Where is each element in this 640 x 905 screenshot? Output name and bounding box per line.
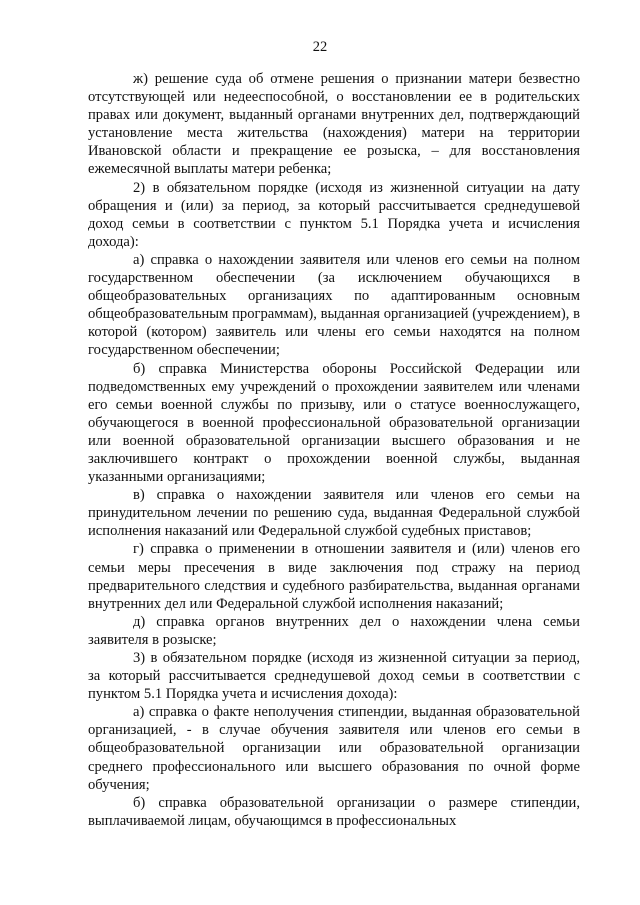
paragraph-zh: ж) решение суда об отмене решения о признании матери безвестно отсутствующей или недееспособной, о восстановлении ее в родительских правах или документ, выданный органами внутренних дел, подтверждающий установление места жительства (нахождения) матери на территории Ивановской области и прекращение ее розыска, – для восстановления ежемесячной выплаты матери ребенка; xyxy=(88,71,580,178)
page-number: 22 xyxy=(312,39,328,55)
paragraph-item-2a: а) справка о нахождении заявителя или членов его семьи на полном государственном обеспечении (за исключением обучающихся в общеобразовательных организациях по адаптированным основным общеобразовательным программам), выданная организацией (учреждением), в которой (котором) заявитель или члены его семьи находятся на полном государственном обеспечении; xyxy=(88,251,580,359)
paragraph-item-2v: в) справка о нахождении заявителя или членов его семьи на принудительном лечении по решению суда, выданная Федеральной службой исполнения наказаний или Федеральной службой судебных приставов; xyxy=(88,487,580,540)
paragraph-item-2: 2) в обязательном порядке (исходя из жизненной ситуации на дату обращения и (или) за период, за который рассчитывается среднедушевой доход семьи в соответствии с пунктом 5.1 Порядка учета и исчисления дохода): xyxy=(88,179,580,250)
paragraph-item-3: 3) в обязательном порядке (исходя из жизненной ситуации за период, за который рассчитывается среднедушевой доход семьи в соответствии с пунктом 5.1 Порядка учета и исчисления дохода): xyxy=(88,650,580,703)
document-body xyxy=(88,70,580,830)
paragraph-item-3a: а) справка о факте неполучения стипендии, выданная образовательной организацией, - в случае обучения заявителя или членов его семьи в общеобразовательной организации или образовательной организации среднего профессионального или высшего образования по очной форме обучения; xyxy=(88,704,580,793)
paragraph-item-3b: б) справка образовательной организации о размере стипендии, выплачиваемой лицам, обучающимся в профессиональных xyxy=(88,794,580,829)
paragraph-item-2d: д) справка органов внутренних дел о нахождении члена семьи заявителя в розыске; xyxy=(88,613,580,648)
paragraph-item-2b: б) справка Министерства обороны Российской Федерации или подведомственных ему учреждений о прохождении заявителем или членами его семьи военной службы по призыву, или о статусе военнослужащего, обучающегося в военной профессиональной образовательной организации или военной образовательной организации высшего образования и не заключившего контракт о прохождении военной службы, выданная указанными организациями; xyxy=(88,360,580,486)
paragraph-item-2g: г) справка о применении в отношении заявителя и (или) членов его семьи меры пресечения в виде заключения под стражу на период предварительного следствия и судебного разбирательства, выданная органами внутренних дел или Федеральной службой исполнения наказаний; xyxy=(88,541,580,612)
